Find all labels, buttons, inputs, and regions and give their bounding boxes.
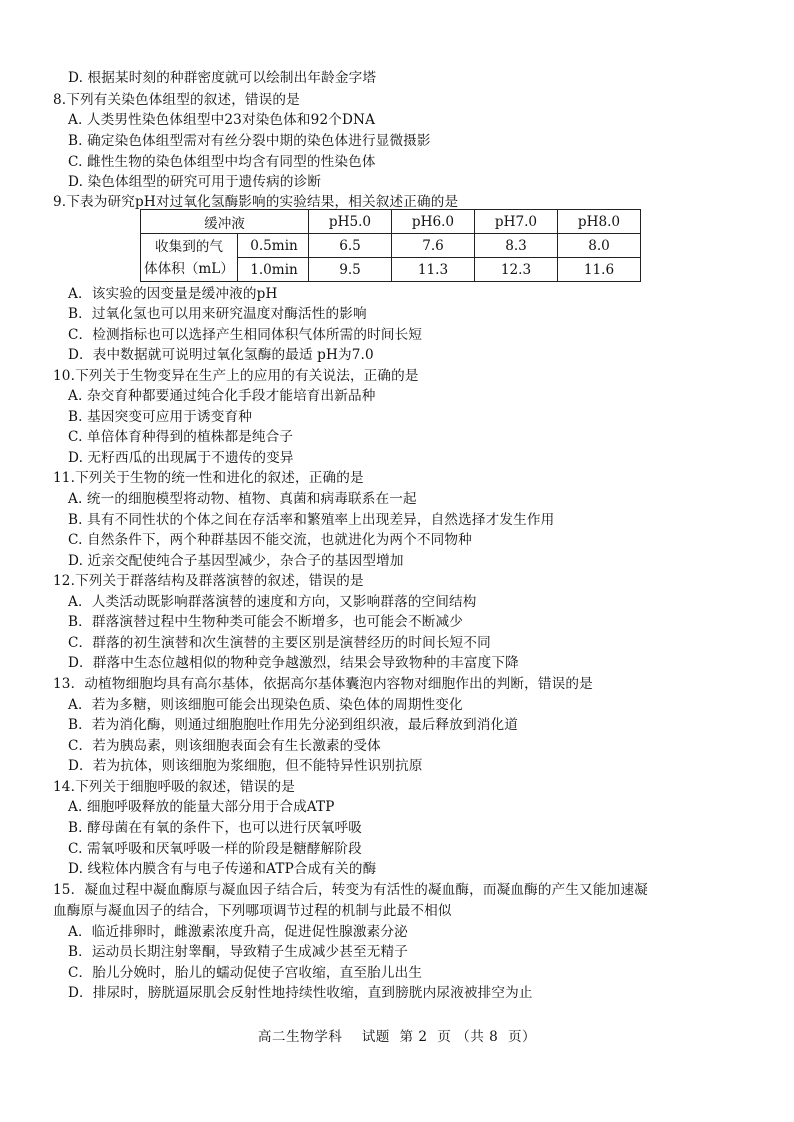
table-cell: 8.3 bbox=[475, 234, 558, 258]
option-line: C. 单倍体育种得到的植株都是纯合子 bbox=[68, 429, 294, 445]
option-line: D. 染色体组型的研究可用于遗传病的诊断 bbox=[68, 174, 322, 190]
option-line: B．运动员长期注射睾酮，导致精子生成减少甚至无精子 bbox=[68, 944, 408, 960]
table-cell: 6.5 bbox=[309, 234, 392, 258]
row-group-label bbox=[141, 234, 238, 282]
option-line: D. 无籽西瓜的出现属于不遗传的变异 bbox=[68, 450, 294, 466]
question-line: 血酶原与凝血因子的结合，下列哪项调节过程的机制与此最不相似 bbox=[53, 903, 452, 919]
table-cell: 11.3 bbox=[392, 258, 475, 282]
option-line: D. 近亲交配使纯合子基因型减少，杂合子的基因型增加 bbox=[68, 553, 404, 569]
table-header-cell: pH6.0 bbox=[392, 210, 475, 234]
option-line: B．若为消化酶，则通过细胞胞吐作用先分泌到组织液，最后释放到消化道 bbox=[68, 717, 518, 733]
option-line: C. 雌性生物的染色体组型中均含有同型的性染色体 bbox=[68, 154, 376, 170]
option-line: B. 酵母菌在有氧的条件下，也可以进行厌氧呼吸 bbox=[68, 820, 362, 836]
time-cell: 1.0min bbox=[238, 258, 309, 282]
option-line: B. 确定染色体组型需对有丝分裂中期的染色体进行显微摄影 bbox=[68, 133, 431, 149]
table-row bbox=[141, 234, 641, 258]
option-line: A．若为多糖，则该细胞可能会出现染色质、染色体的周期性变化 bbox=[68, 697, 463, 713]
page-footer: 高二生物学科 试题 第 2 页 （共 8 页） bbox=[257, 1029, 537, 1045]
option-line: B．群落演替过程中生物种类可能会不断增多，也可能会不断减少 bbox=[68, 614, 463, 630]
option-line: A. 统一的细胞模型将动物、植物、真菌和病毒联系在一起 bbox=[68, 491, 417, 507]
row-label-line: 体体积（mL） bbox=[144, 260, 234, 277]
option-line: A. 杂交育种都要通过纯合化手段才能培育出新品种 bbox=[68, 388, 376, 404]
option-line: D. 线粒体内膜含有与电子传递和ATP合成有关的酶 bbox=[68, 861, 377, 877]
question-line: 14.下列关于细胞呼吸的叙述，错误的是 bbox=[53, 779, 295, 795]
option-line: B．过氧化氢也可以用来研究温度对酶活性的影响 bbox=[68, 306, 367, 322]
table-header-row bbox=[141, 210, 641, 234]
table-cell: 12.3 bbox=[475, 258, 558, 282]
table-header-cell: 缓冲液 bbox=[141, 210, 309, 234]
ph-experiment-table bbox=[140, 209, 641, 282]
question-line: 15．凝血过程中凝血酶原与凝血因子结合后，转变为有活性的凝血酶，而凝血酶的产生又能加速凝 bbox=[53, 882, 648, 898]
option-line: C. 自然条件下，两个种群基因不能交流，也就进化为两个不同物种 bbox=[68, 532, 472, 548]
option-line: A. 细胞呼吸释放的能量大部分用于合成ATP bbox=[68, 799, 335, 815]
option-line: D．若为抗体，则该细胞为浆细胞，但不能特异性识别抗原 bbox=[68, 758, 423, 774]
question-line: 13．动植物细胞均具有高尔基体，依据高尔基体囊泡内容物对细胞作出的判断，错误的是 bbox=[53, 676, 593, 692]
question-line: 8.下列有关染色体组型的叙述，错误的是 bbox=[53, 92, 300, 108]
time-cell: 0.5min bbox=[238, 234, 309, 258]
table-cell: 9.5 bbox=[309, 258, 392, 282]
table-header-cell: pH8.0 bbox=[558, 210, 641, 234]
question-line: 12.下列关于群落结构及群落演替的叙述，错误的是 bbox=[53, 573, 364, 589]
option-line: B. 基因突变可应用于诱变育种 bbox=[68, 409, 253, 425]
option-line: B. 具有不同性状的个体之间在存活率和繁殖率上出现差异，自然选择才发生作用 bbox=[68, 512, 555, 528]
table-cell: 8.0 bbox=[558, 234, 641, 258]
option-line: C．胎儿分娩时，胎儿的蠕动促使子宫收缩，直至胎儿出生 bbox=[68, 965, 423, 981]
option-line: A. 人类男性染色体组型中23对染色体和92个DNA bbox=[68, 112, 376, 128]
table-cell: 7.6 bbox=[392, 234, 475, 258]
question-line: 9.下表为研究pH对过氧化氢酶影响的实验结果，相关叙述正确的是 bbox=[53, 194, 459, 210]
option-line: A．临近排卵时，雌激素浓度升高，促进促性腺激素分泌 bbox=[68, 924, 408, 940]
question-line: 10.下列关于生物变异在生产上的应用的有关说法，正确的是 bbox=[53, 368, 419, 384]
option-line: D．排尿时，膀胱逼尿肌会反射性地持续性收缩，直到膀胱内尿液被排空为止 bbox=[68, 985, 533, 1001]
option-line: D. 根据某时刻的种群密度就可以绘制出年龄金字塔 bbox=[68, 70, 377, 86]
table-header-cell: pH7.0 bbox=[475, 210, 558, 234]
option-line: C．若为胰岛素，则该细胞表面会有生长激素的受体 bbox=[68, 738, 381, 754]
row-label-line: 收集到的气 bbox=[155, 238, 223, 255]
option-line: A．该实验的因变量是缓冲液的pH bbox=[68, 286, 278, 302]
option-line: C．检测指标也可以选择产生相同体积气体所需的时间长短 bbox=[68, 327, 423, 343]
option-line: D．群落中生态位越相似的物种竞争越激烈，结果会导致物种的丰富度下降 bbox=[68, 655, 519, 671]
table-header-cell: pH5.0 bbox=[309, 210, 392, 234]
table-cell: 11.6 bbox=[558, 258, 641, 282]
option-line: C．群落的初生演替和次生演替的主要区别是演替经历的时间长短不同 bbox=[68, 635, 491, 651]
question-line: 11.下列关于生物的统一性和进化的叙述，正确的是 bbox=[53, 470, 364, 486]
option-line: C. 需氧呼吸和厌氧呼吸一样的阶段是糖酵解阶段 bbox=[68, 841, 362, 857]
option-line: A．人类活动既影响群落演替的速度和方向，又影响群落的空间结构 bbox=[68, 594, 477, 610]
option-line: D．表中数据就可说明过氧化氢酶的最适 pH为7.0 bbox=[68, 347, 374, 363]
